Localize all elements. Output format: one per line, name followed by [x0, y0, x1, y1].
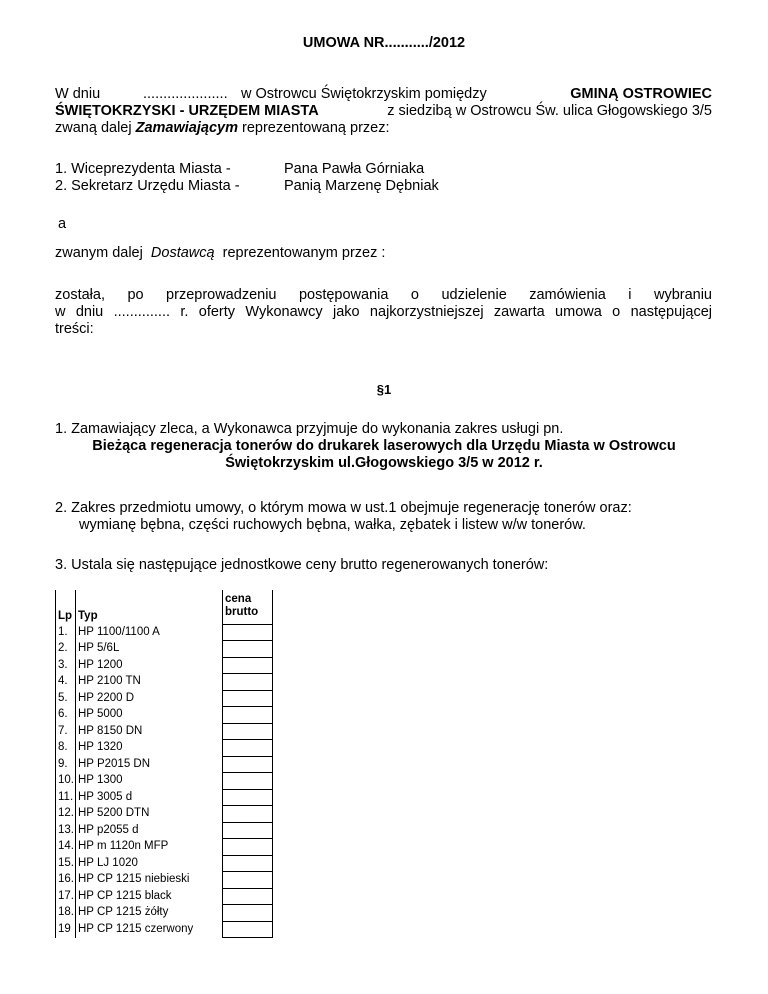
row-price-cell[interactable]: [223, 806, 273, 823]
row-typ: HP P2015 DN: [76, 756, 223, 773]
table-row: [56, 740, 273, 757]
row-lp: 15.: [56, 855, 76, 872]
header-cena: [223, 590, 273, 624]
table-row: [56, 905, 273, 922]
row-lp: 9.: [56, 756, 76, 773]
intro-zwana: zwaną dalej: [55, 120, 132, 136]
row-price-cell[interactable]: [223, 657, 273, 674]
intro-line-2: [55, 103, 712, 120]
row-lp: 17.: [56, 888, 76, 905]
row-lp: 4.: [56, 674, 76, 691]
row-typ: HP CP 1215 żółty: [76, 905, 223, 922]
rep-name-1: Pana Pawła Górniaka: [284, 161, 425, 177]
table-row: [56, 641, 273, 658]
a-label: a: [58, 216, 67, 232]
row-price-cell[interactable]: [223, 773, 273, 790]
header-typ: Typ: [76, 590, 223, 624]
header-cena-line-1: cena: [225, 593, 252, 605]
p2-line-2: wymianę bębna, części ruchowych bębna, wałka, zębatek i listew w/w tonerów.: [79, 517, 586, 533]
row-typ: HP 1200: [76, 657, 223, 674]
row-lp: 11.: [56, 789, 76, 806]
intro-gmina: GMINĄ OSTROWIEC: [570, 86, 712, 102]
table-row: [56, 756, 273, 773]
table-row: [56, 872, 273, 889]
row-typ: HP 2100 TN: [76, 674, 223, 691]
p1-bold-2: Świętokrzyskim ul.Głogowskiego 3/5 w 2012 r.: [225, 455, 543, 471]
row-price-cell[interactable]: [223, 641, 273, 658]
table-row: [56, 624, 273, 641]
price-table: [55, 590, 273, 938]
intro-siedziba: z siedzibą w Ostrowcu Św. ulica Głogowskiego 3/5: [387, 103, 712, 119]
p2-line-1: 2. Zakres przedmiotu umowy, o którym mowa w ust.1 obejmuje regenerację tonerów oraz:: [55, 500, 632, 516]
table-row: [56, 707, 273, 724]
row-price-cell[interactable]: [223, 707, 273, 724]
dostawca-post: reprezentowanym przez :: [222, 245, 386, 261]
row-typ: HP CP 1215 black: [76, 888, 223, 905]
row-price-cell[interactable]: [223, 756, 273, 773]
intro-zamawiajacy: Zamawiającym: [135, 120, 238, 136]
table-row: [56, 773, 273, 790]
row-lp: 10.: [56, 773, 76, 790]
price-table-header: [56, 590, 273, 624]
row-lp: 13.: [56, 822, 76, 839]
zostala-text-1: została, po przeprowadzeniu postępowania o udzielenie zamówienia i wybraniu: [55, 287, 712, 303]
row-price-cell[interactable]: [223, 822, 273, 839]
table-row: [56, 921, 273, 938]
header-cena-line-2: brutto: [225, 606, 259, 618]
dostawca-pre: zwanym dalej: [55, 245, 143, 261]
row-lp: 2.: [56, 641, 76, 658]
table-row: [56, 855, 273, 872]
intro-place: w Ostrowcu Świętokrzyskim pomiędzy: [241, 86, 487, 102]
header-lp: Lp: [56, 590, 76, 624]
row-typ: HP CP 1215 niebieski: [76, 872, 223, 889]
zostala-text-2: w dniu .............. r. oferty Wykonawcy jako najkorzystniejszej zawarta umowa o następującej: [55, 304, 712, 320]
row-lp: 5.: [56, 690, 76, 707]
table-row: [56, 822, 273, 839]
row-lp: 6.: [56, 707, 76, 724]
row-lp: 7.: [56, 723, 76, 740]
table-row: [56, 839, 273, 856]
row-typ: HP 5/6L: [76, 641, 223, 658]
intro-reprezentowana: reprezentowaną przez:: [242, 120, 390, 136]
zostala-line-1: [55, 287, 712, 304]
row-typ: HP 1320: [76, 740, 223, 757]
row-lp: 14.: [56, 839, 76, 856]
rep-name-2: Panią Marzenę Dębniak: [284, 178, 439, 194]
row-typ: HP 3005 d: [76, 789, 223, 806]
p1-bold-1: Bieżąca regeneracja tonerów do drukarek laserowych dla Urzędu Miasta w Ostrowcu: [92, 438, 676, 454]
dostawca-line: [55, 245, 385, 262]
table-row: [56, 888, 273, 905]
dostawca-em: Dostawcą: [150, 245, 215, 261]
table-row: [56, 690, 273, 707]
row-price-cell[interactable]: [223, 740, 273, 757]
row-price-cell[interactable]: [223, 674, 273, 691]
row-lp: 12.: [56, 806, 76, 823]
table-row: [56, 674, 273, 691]
p1-text: 1. Zamawiający zleca, a Wykonawca przyjmuje do wykonania zakres usługi pn.: [55, 421, 564, 437]
row-price-cell[interactable]: [223, 921, 273, 938]
row-typ: HP LJ 1020: [76, 855, 223, 872]
row-lp: 16.: [56, 872, 76, 889]
zostala-line-3: treści:: [55, 321, 94, 337]
zostala-line-2: [55, 304, 712, 321]
rep-role-2: 2. Sekretarz Urzędu Miasta -: [55, 178, 240, 194]
row-price-cell[interactable]: [223, 690, 273, 707]
row-lp: 19: [56, 921, 76, 938]
row-price-cell[interactable]: [223, 723, 273, 740]
row-lp: 18.: [56, 905, 76, 922]
table-row: [56, 789, 273, 806]
p3-text: 3. Ustala się następujące jednostkowe ceny brutto regenerowanych tonerów:: [55, 557, 549, 573]
contract-title: UMOWA NR.........../2012: [302, 35, 466, 51]
row-lp: 1.: [56, 624, 76, 641]
row-typ: HP 5000: [76, 707, 223, 724]
row-lp: 3.: [56, 657, 76, 674]
table-row: [56, 723, 273, 740]
row-price-cell[interactable]: [223, 888, 273, 905]
rep-role-1: 1. Wiceprezydenta Miasta -: [55, 161, 231, 177]
row-lp: 8.: [56, 740, 76, 757]
row-typ: HP p2055 d: [76, 822, 223, 839]
intro-line-3: [55, 120, 390, 137]
row-typ: HP 1300: [76, 773, 223, 790]
row-price-cell[interactable]: [223, 872, 273, 889]
intro-urzad: ŚWIĘTOKRZYSKI - URZĘDEM MIASTA: [55, 103, 319, 119]
row-typ: HP CP 1215 czerwony: [76, 921, 223, 938]
section-heading: §1: [376, 382, 392, 397]
row-typ: HP 8150 DN: [76, 723, 223, 740]
row-price-cell[interactable]: [223, 624, 273, 641]
row-typ: HP 5200 DTN: [76, 806, 223, 823]
table-row: [56, 657, 273, 674]
intro-w-dniu: W dniu: [55, 86, 101, 102]
row-typ: HP 1100/1100 A: [76, 624, 223, 641]
row-typ: HP 2200 D: [76, 690, 223, 707]
row-price-cell[interactable]: [223, 905, 273, 922]
row-typ: HP m 1120n MFP: [76, 839, 223, 856]
row-price-cell[interactable]: [223, 839, 273, 856]
intro-date-dots: .....................: [143, 86, 228, 102]
row-price-cell[interactable]: [223, 855, 273, 872]
row-price-cell[interactable]: [223, 789, 273, 806]
table-row: [56, 806, 273, 823]
